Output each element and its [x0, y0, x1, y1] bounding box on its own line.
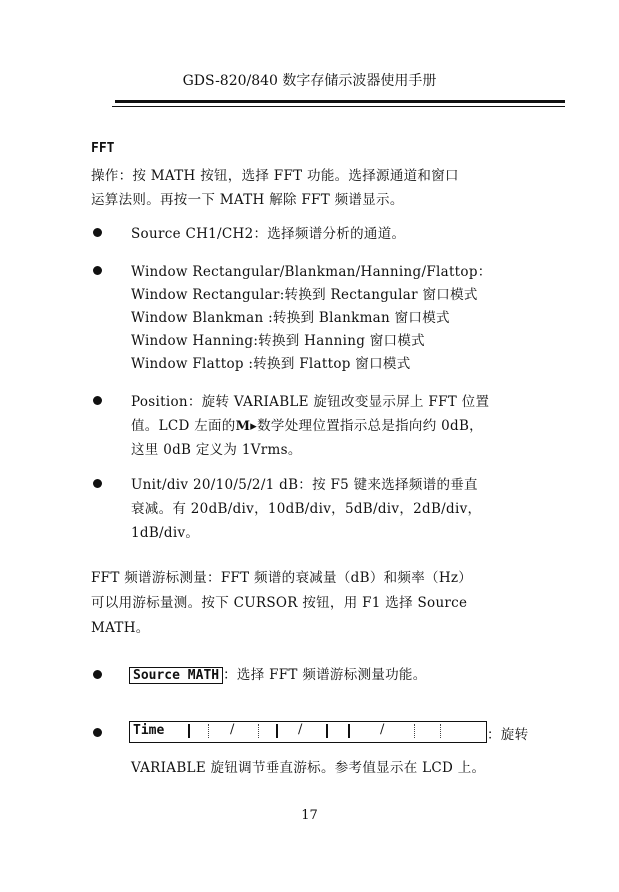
header-rule-thin: [112, 106, 565, 107]
time-bar-slash-glyph: /: [230, 722, 235, 737]
time-bar-solid-divider: [348, 724, 350, 738]
unit-line-2: 衰减。有 20dB/div，10dB/div，5dB/div，2dB/div，: [131, 501, 482, 517]
cursor-line-3: MATH。: [91, 620, 150, 636]
page-number: 17: [301, 808, 318, 823]
window-item-rectangular: Window Rectangular:转换到 Rectangular 窗口模式: [131, 287, 478, 303]
bullet-dot-window: [93, 266, 102, 275]
window-item-blankman: Window Blankman :转换到 Blankman 窗口模式: [131, 310, 450, 326]
time-bar-slash-glyph: /: [298, 722, 303, 737]
unit-line-1: Unit/div 20/10/5/2/1 dB：按 F5 键来选择频谱的垂直: [131, 477, 478, 493]
header-rule-thick: [115, 100, 565, 103]
source-math-description: ：选择 FFT 频谱游标测量功能。: [223, 667, 427, 683]
window-item-hanning: Window Hanning:转换到 Hanning 窗口模式: [131, 333, 425, 349]
bullet-source-text: Source CH1/CH2：选择频谱分析的通道。: [131, 226, 406, 242]
time-bar-solid-divider: [276, 724, 278, 738]
cursor-line-2: 可以用游标量测。按下 CURSOR 按钮，用 F1 选择 Source: [91, 595, 468, 611]
position-line-1: Position：旋转 VARIABLE 旋钮改变显示屏上 FFT 位置: [131, 394, 490, 410]
time-bar-solid-divider: [188, 724, 190, 738]
time-bar-dotted-divider: [440, 724, 441, 738]
time-bar-dotted-divider: [258, 724, 259, 738]
bullet-dot-unit: [93, 479, 102, 488]
bullet-dot-source: [93, 228, 102, 237]
page-header-title: GDS-820/840 数字存储示波器使用手册: [182, 73, 437, 89]
source-math-row: [129, 663, 427, 683]
fft-intro-line-2: 运算法则。再按一下 MATH 解除 FFT 频谱显示。: [91, 192, 404, 208]
unit-line-3: 1dB/div。: [131, 525, 200, 541]
time-bar-solid-divider: [326, 724, 328, 738]
position-line-2: [131, 414, 483, 434]
section-heading-fft: FFT: [91, 141, 115, 156]
time-bar-dotted-divider: [208, 724, 209, 738]
time-description-end: VARIABLE 旋钮调节垂直游标。参考值显示在 LCD 上。: [131, 760, 486, 776]
cursor-line-1: FFT 频谱游标测量：FFT 频谱的衰减量（dB）和频率（Hz）: [91, 570, 473, 586]
position-line-2-start: 值。LCD 左面的: [131, 418, 236, 434]
time-label: Time: [133, 723, 165, 738]
time-cursor-bar: [129, 721, 487, 743]
fft-intro-line-1: 操作：按 MATH 按钮，选择 FFT 功能。选择源通道和窗口: [91, 168, 459, 184]
bullet-dot-time: [93, 728, 102, 737]
position-line-3: 这里 0dB 定义为 1Vrms。: [131, 442, 302, 458]
bullet-dot-position: [93, 396, 102, 405]
window-item-flattop: Window Flattop :转换到 Flattop 窗口模式: [131, 356, 411, 372]
position-line-2-end: 数学处理位置指示总是指向约 0dB，: [257, 418, 483, 434]
time-bar-dotted-divider: [414, 724, 415, 738]
source-math-softkey-label: Source MATH: [129, 667, 223, 684]
bullet-dot-source-math: [93, 670, 102, 679]
bullet-window-title: Window Rectangular/Blankman/Hanning/Flattop：: [131, 264, 492, 280]
math-position-marker-icon: M▸: [235, 419, 258, 434]
time-bar-slash-glyph: /: [380, 722, 385, 737]
time-description-start: ：旋转: [487, 727, 529, 743]
